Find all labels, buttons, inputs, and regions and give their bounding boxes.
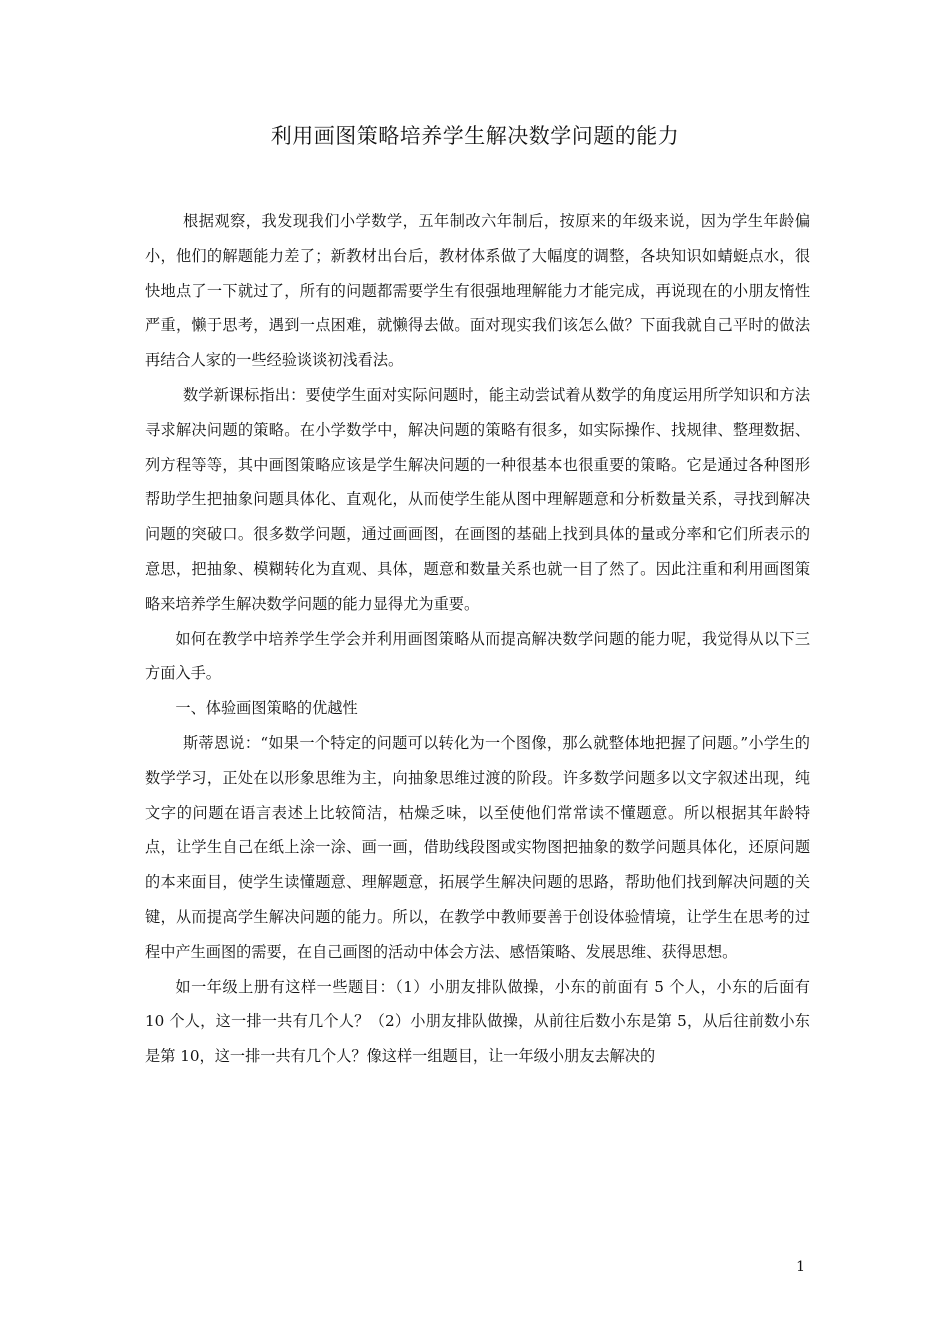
paragraph-example: 如一年级上册有这样一些题目：（1）小朋友排队做操，小东的前面有 5 个人，小东的后面有 10 个人，这一排一共有几个人？（2）小朋友排队做操，从前往后数小东是第 5，从后往前数小东是第 10，这一排一共有几个人？像这样一组题目，让一年级小朋友去解决的 xyxy=(145,977,810,1066)
page-number: 1 xyxy=(796,1259,805,1275)
section-heading-1: 一、体验画图策略的优越性 xyxy=(175,699,358,718)
paragraph-intro: 根据观察，我发现我们小学数学，五年制改六年制后，按原来的年级来说，因为学生年龄偏小，他们的解题能力差了；新教材出台后，教材体系做了大幅度的调整，各块知识如蜻蜓点水，很快地点了一下就过了，所有的问题都需要学生有很强地理解能力才能完成，再说现在的小朋友惰性严重，懒于思考，遇到一点困难，就懒得去做。面对现实我们该怎么做？下面我就自己平时的做法再结合人家的一些经验谈谈初浅看法。 xyxy=(145,212,810,370)
paragraph-approach: 如何在教学中培养学生学会并利用画图策略从而提高解决数学问题的能力呢，我觉得从以下三方面入手。 xyxy=(145,629,810,683)
paragraph-section-1: 斯蒂恩说：“如果一个特定的问题可以转化为一个图像，那么就整体地把握了问题。”小学生的数学学习，正处在以形象思维为主，向抽象思维过渡的阶段。许多数学问题多以文字叙述出现，纯文字的问题在语言表述上比较简洁，枯燥乏味，以至使他们常常读不懂题意。所以根据其年龄特点，让学生自己在纸上涂一涂、画一画，借助线段图或实物图把抽象的数学问题具体化，还原问题的本来面目，使学生读懂题意、理解题意，拓展学生解决问题的思路，帮助他们找到解决问题的关键，从而提高学生解决问题的能力。所以，在教学中教师要善于创设体验情境，让学生在思考的过程中产生画图的需要，在自己画图的活动中体会方法、感悟策略、发展思维、获得思想。 xyxy=(145,733,810,961)
document-title: 利用画图策略培养学生解决数学问题的能力 xyxy=(270,124,680,148)
paragraph-curriculum: 数学新课标指出：要使学生面对实际问题时，能主动尝试着从数学的角度运用所学知识和方法寻求解决问题的策略。在小学数学中，解决问题的策略有很多，如实际操作、找规律、整理数据、列方程等等，其中画图策略应该是学生解决问题的一种很基本也很重要的策略。它是通过各种图形帮助学生把抽象问题具体化、直观化，从而使学生能从图中理解题意和分析数量关系，寻找到解决问题的突破口。很多数学问题，通过画画图，在画图的基础上找到具体的量或分率和它们所表示的意思，把抽象、模糊转化为直观、具体，题意和数量关系也就一目了然了。因此注重和利用画图策略来培养学生解决数学问题的能力显得尤为重要。 xyxy=(145,385,810,613)
document-body xyxy=(145,204,810,1074)
